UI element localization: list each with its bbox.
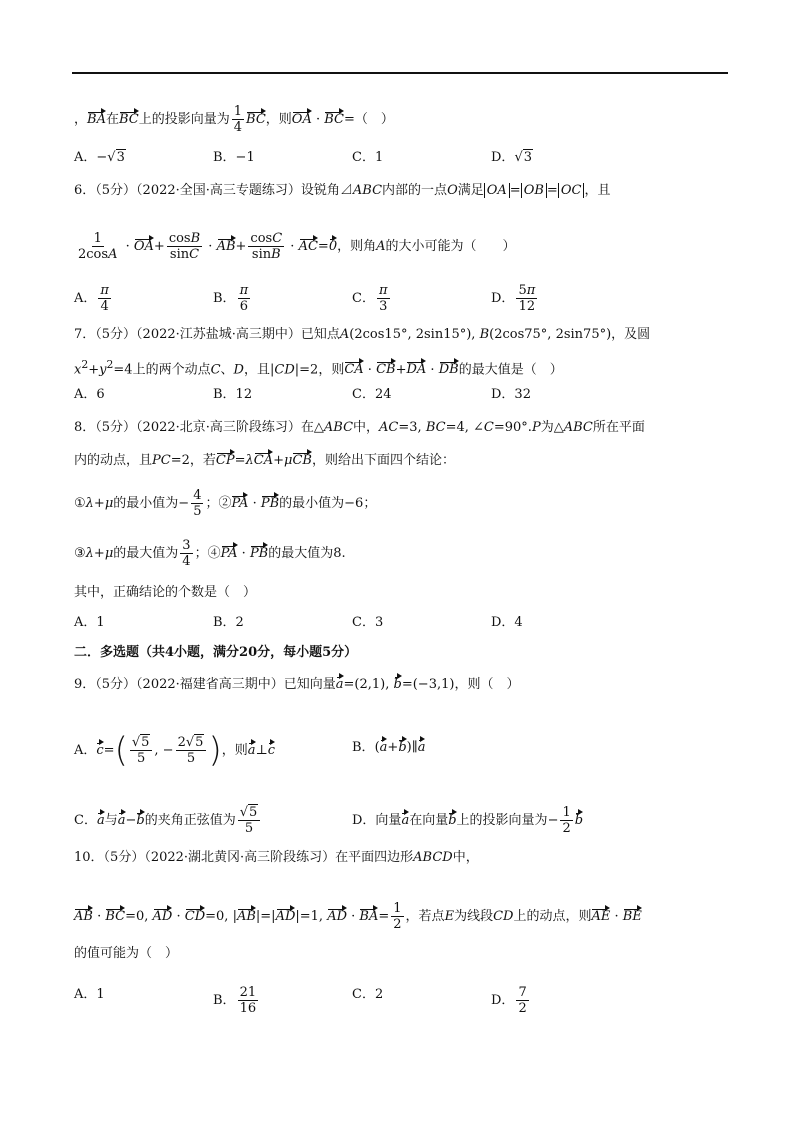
q7-stem: 7．（5分）（2022·江苏盐城·高三期中）已知点A(2cos15°, 2sin15°), B(2cos75°, 2sin75°)，及圆 xyxy=(74,327,651,342)
q10-option-c[interactable]: C．2 xyxy=(352,987,384,1002)
q6-equation: $\frac{1}{2\cos A}$ · OA+ $\frac{\cos B}{\sin C}$ · AB+ $\frac{\cos C}{\sin B}$ · AC=0，则角A的大小可能为（ ） xyxy=(78,231,516,262)
q9-option-d[interactable]: D．向量a在向量b上的投影向量为− $\frac{1}{2}$ b xyxy=(352,805,584,836)
q6-option-a[interactable]: A． $\frac{\pi}{4}$ xyxy=(74,283,109,314)
q10-question: 的值可能为（ ） xyxy=(74,946,179,961)
q10-conditions: AB · BC=0, AD · CD=0, |AB|=|AD|=1, AD · BA= $\frac{1}{2}$ ，若点E为线段CD上的动点，则AE · BE xyxy=(74,901,642,932)
q9-option-b[interactable]: B．(a+b)∥a xyxy=(352,738,425,758)
q10-option-d[interactable]: D． $\frac{7}{2}$ xyxy=(491,985,527,1016)
q7-option-a[interactable]: A．6 xyxy=(74,387,105,402)
q8-option-b[interactable]: B．2 xyxy=(213,615,244,630)
q8-option-d[interactable]: D．4 xyxy=(491,615,523,630)
q6-option-c[interactable]: C． $\frac{\pi}{3}$ xyxy=(352,283,388,314)
q9-stem: 9．（5分）（2022·福建省高三期中）已知向量a=(2,1), b=(−3,1)，则（ ） xyxy=(74,675,519,695)
q10-option-b[interactable]: B． $\frac{21}{16}$ xyxy=(213,985,257,1016)
q8-stem-line2: 内的动点，且PC=2，若CP=λCA+μCB，则给出下面四个结论： xyxy=(74,451,455,471)
q8-stem: 8．（5分）（2022·北京·高三阶段练习）在△ABC中，AC=3, BC=4, ∠C=90°.P为△ABC所在平面 xyxy=(74,420,645,435)
q9-option-c[interactable]: C．a与a−b的夹角正弦值为 $\frac{√5}{5}$ xyxy=(74,805,262,836)
q10-option-a[interactable]: A．1 xyxy=(74,987,105,1002)
q5-option-c[interactable]: C．1 xyxy=(352,150,384,165)
q7-option-c[interactable]: C．24 xyxy=(352,387,392,402)
q10-stem: 10．（5分）（2022·湖北黄冈·高三阶段练习）在平面四边形ABCD中， xyxy=(74,850,479,865)
q5-option-a[interactable]: A．−√3 xyxy=(74,150,125,165)
q8-conclusions-1-2: ①λ+μ的最小值为− $\frac{4}{5}$ ；②PA · PB的最小值为−6； xyxy=(74,488,377,519)
q6-stem: 6．（5分）（2022·全国·高三专题练习）设锐角⊿ABC内部的一点O满足 OA = OB = OC ，且 xyxy=(74,183,611,198)
q5-option-d[interactable]: D．√3 xyxy=(491,150,533,165)
q7-option-d[interactable]: D．32 xyxy=(491,387,531,402)
q7-stem-line2: $x^2+y^2=4$上的两个动点C、D，且|CD|=2，则CA · CB+DA · DB的最大值是（ ） xyxy=(74,355,563,380)
q5-stem: ，BA在BC上的投影向量为 $\frac{1}{4}$ BC，则OA · BC=（ ） xyxy=(74,104,394,135)
q7-option-b[interactable]: B．12 xyxy=(213,387,253,402)
header-rule xyxy=(72,72,728,74)
q8-conclusions-3-4: ③λ+μ的最大值为 $\frac{3}{4}$ ；④PA · PB的最大值为8. xyxy=(74,538,346,569)
q6-option-b[interactable]: B． $\frac{\pi}{6}$ xyxy=(213,283,249,314)
q8-question: 其中，正确结论的个数是（ ） xyxy=(74,585,257,600)
q8-option-c[interactable]: C．3 xyxy=(352,615,384,630)
q9-option-a[interactable]: A．c=( $\frac{√5}{5}$ , − $\frac{2√5}{5}$ )，则a⊥c xyxy=(74,730,276,771)
q8-option-a[interactable]: A．1 xyxy=(74,615,105,630)
q5-option-b[interactable]: B．−1 xyxy=(213,150,255,165)
section-title-multiple-choice: 二．多选题（共4小题，满分20分，每小题5分） xyxy=(74,645,358,660)
q6-option-d[interactable]: D． $\frac{5\pi}{12}$ xyxy=(491,283,536,314)
